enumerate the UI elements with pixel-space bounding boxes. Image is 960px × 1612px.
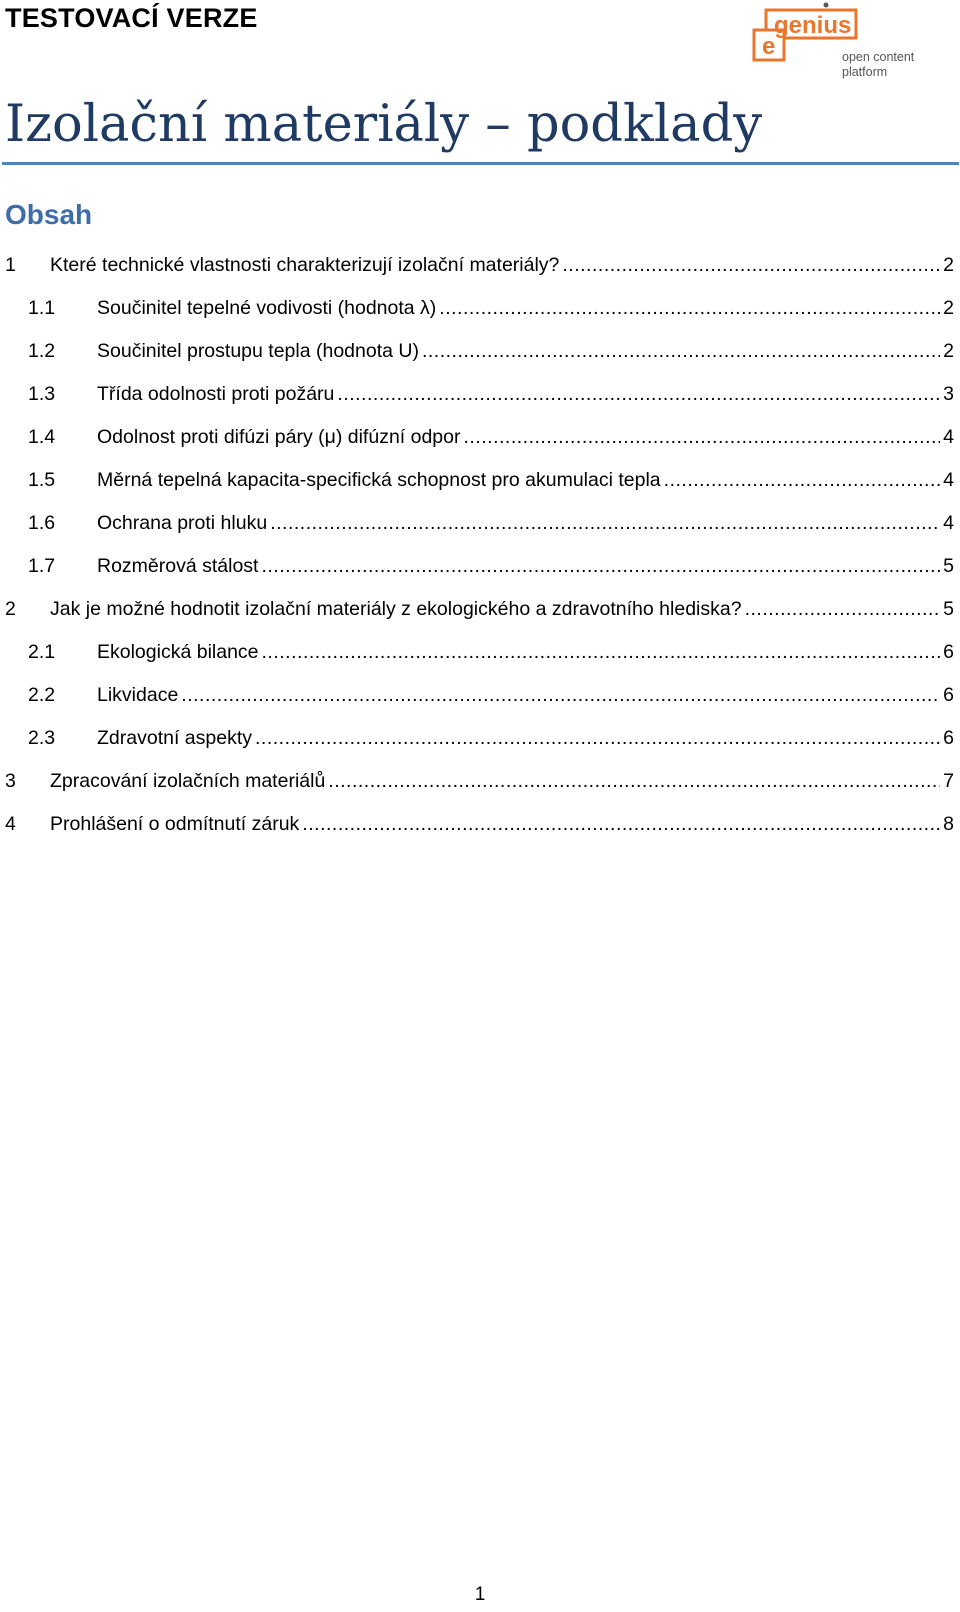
toc-entry-page[interactable]: 2 (943, 340, 954, 362)
toc-entry-text[interactable]: Ochrana proti hluku (97, 512, 268, 534)
toc-entry-text[interactable]: Součinitel prostupu tepla (hodnota U) (97, 340, 419, 362)
toc-entry-leader (255, 725, 940, 751)
toc-entry-line (97, 467, 954, 493)
logo-wordmark: genius (774, 12, 852, 39)
toc-entry-number: 1.1 (28, 297, 56, 319)
toc-entry-page[interactable]: 4 (943, 512, 954, 534)
toc-entry-number: 1.4 (28, 426, 56, 448)
document-title: Izolační materiály – podklady (5, 95, 763, 154)
toc-entry-line (97, 682, 954, 708)
toc-entry-page[interactable]: 4 (943, 426, 954, 448)
toc-entry-text[interactable]: Zdravotní aspekty (97, 727, 252, 749)
toc-entry-line (97, 338, 954, 364)
toc-entry-text[interactable]: Ekologická bilance (97, 641, 259, 663)
toc-entry-number: 1.6 (28, 512, 56, 534)
toc-entry-line (97, 510, 954, 536)
toc-entry[interactable] (0, 811, 960, 854)
toc-entry[interactable] (0, 467, 960, 510)
table-of-contents (0, 252, 960, 854)
toc-entry[interactable] (0, 682, 960, 725)
toc-entry-page[interactable]: 6 (943, 641, 954, 663)
toc-entry-text[interactable]: Zpracování izolačních materiálů (50, 770, 326, 792)
toc-entry-page[interactable]: 6 (943, 727, 954, 749)
toc-entry[interactable] (0, 252, 960, 295)
toc-entry-number: 1.5 (28, 469, 56, 491)
toc-entry-page[interactable]: 4 (943, 469, 954, 491)
toc-entry-page[interactable]: 5 (943, 598, 954, 620)
toc-entry-leader (262, 639, 941, 665)
toc-entry-text[interactable]: Třída odolnosti proti požáru (97, 383, 335, 405)
toc-entry-leader (664, 467, 940, 493)
toc-entry-leader (181, 682, 940, 708)
toc-entry-leader (261, 553, 940, 579)
toc-entry[interactable] (0, 338, 960, 381)
toc-entry-page[interactable]: 7 (943, 770, 954, 792)
toc-entry-text[interactable]: Prohlášení o odmítnutí záruk (50, 813, 300, 835)
toc-entry-page[interactable]: 3 (943, 383, 954, 405)
logo-tagline (842, 50, 952, 80)
toc-entry-leader (464, 424, 941, 450)
toc-entry-number: 2.3 (28, 727, 56, 749)
toc-entry-page[interactable]: 5 (943, 555, 954, 577)
logo-dot-icon (824, 3, 829, 8)
toc-entry-text[interactable]: Odolnost proti difúzi páry (μ) difúzní odpor (97, 426, 461, 448)
toc-entry-line (97, 639, 954, 665)
toc-entry[interactable] (0, 295, 960, 338)
toc-entry[interactable] (0, 510, 960, 553)
toc-entry-number: 2 (5, 598, 16, 620)
toc-entry-line (50, 252, 954, 278)
toc-entry-number: 1.2 (28, 340, 56, 362)
toc-entry-line (97, 381, 954, 407)
page-number: 1 (474, 1584, 486, 1605)
toc-entry-text[interactable]: Součinitel tepelné vodivosti (hodnota λ) (97, 297, 437, 319)
toc-heading: Obsah (5, 199, 93, 230)
toc-entry-leader (745, 596, 941, 622)
toc-entry[interactable] (0, 768, 960, 811)
toc-entry-leader (337, 381, 940, 407)
toc-entry-text[interactable]: Jak je možné hodnotit izolační materiály z ekologického a zdravotního hlediska? (50, 598, 742, 620)
toc-entry-line (50, 596, 954, 622)
logo-letter: e (762, 33, 776, 60)
logo-tagline-line2: platform (842, 65, 888, 79)
toc-entry-leader (328, 768, 940, 794)
toc-entry-page[interactable]: 8 (943, 813, 954, 835)
toc-entry-text[interactable]: Měrná tepelná kapacita-specifická schopnost pro akumulaci tepla (97, 469, 661, 491)
toc-entry-leader (562, 252, 940, 278)
toc-entry-number: 1.7 (28, 555, 56, 577)
toc-entry-number: 4 (5, 813, 16, 835)
toc-entry-leader (422, 338, 940, 364)
toc-entry-page[interactable]: 2 (943, 254, 954, 276)
toc-entry-leader (439, 295, 940, 321)
toc-entry-text[interactable]: Které technické vlastnosti charakterizují izolační materiály? (50, 254, 560, 276)
toc-entry-line (50, 811, 954, 837)
toc-entry[interactable] (0, 639, 960, 682)
toc-entry-number: 2.1 (28, 641, 56, 663)
toc-entry-line (97, 553, 954, 579)
toc-entry-line (97, 424, 954, 450)
toc-entry-text[interactable]: Likvidace (97, 684, 179, 706)
toc-entry[interactable] (0, 424, 960, 467)
toc-entry-number: 1.3 (28, 383, 56, 405)
toc-entry-leader (302, 811, 940, 837)
toc-entry-page[interactable]: 2 (943, 297, 954, 319)
logo-tagline-line1: open content (842, 50, 915, 64)
title-underline (2, 162, 959, 165)
toc-entry[interactable] (0, 381, 960, 424)
toc-entry[interactable] (0, 553, 960, 596)
toc-entry-leader (270, 510, 940, 536)
toc-entry-page[interactable]: 6 (943, 684, 954, 706)
toc-entry[interactable] (0, 725, 960, 768)
toc-entry-line (97, 725, 954, 751)
toc-entry-line (50, 768, 954, 794)
toc-entry[interactable] (0, 596, 960, 639)
toc-entry-line (97, 295, 954, 321)
toc-entry-number: 2.2 (28, 684, 56, 706)
watermark-text: TESTOVACÍ VERZE (5, 3, 258, 33)
toc-entry-number: 1 (5, 254, 16, 276)
toc-entry-text[interactable]: Rozměrová stálost (97, 555, 259, 577)
toc-entry-number: 3 (5, 770, 16, 792)
